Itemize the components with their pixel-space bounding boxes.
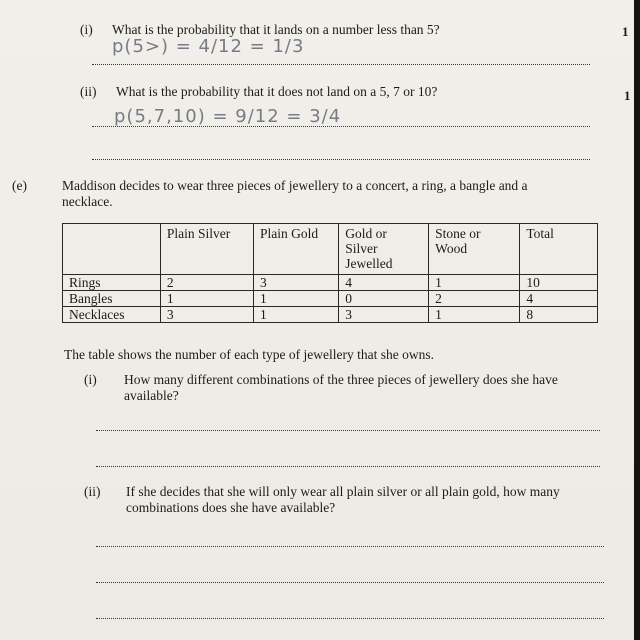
- question-d-i-text: What is the probability that it lands on a number less than 5?: [112, 22, 440, 37]
- table-cell: 3: [160, 307, 253, 323]
- question-d-i-mark: 1: [622, 24, 629, 39]
- answer-line: [96, 466, 600, 467]
- table-cell: 4: [339, 275, 429, 291]
- question-e-i-line1: How many different combinations of the three pieces of jewellery does she have: [124, 372, 558, 387]
- question-d-ii-number: (ii): [80, 84, 97, 99]
- table-header-cell: Gold or Silver Jewelled: [339, 224, 429, 275]
- table-cell: 1: [254, 307, 339, 323]
- answer-line: [96, 430, 600, 431]
- table-cell: 1: [160, 291, 253, 307]
- table-header-cell: Plain Silver: [160, 224, 253, 275]
- question-e-i-number: (i): [84, 372, 97, 387]
- table-cell: 2: [160, 275, 253, 291]
- table-cell: 2: [429, 291, 520, 307]
- answer-line: [92, 64, 590, 65]
- page-edge-shadow: [634, 0, 640, 640]
- table-cell: Rings: [63, 275, 161, 291]
- question-e-ii-line2: combinations does she have available?: [126, 500, 336, 515]
- table-cell: 1: [254, 291, 339, 307]
- question-e-line1: Maddison decides to wear three pieces of jewellery to a concert, a ring, a bangle and a: [62, 178, 528, 193]
- answer-line: [92, 159, 590, 160]
- question-e-ii-line1: If she decides that she will only wear all plain silver or all plain gold, how many: [126, 484, 560, 499]
- question-e-ii-number: (ii): [84, 484, 101, 499]
- table-cell: 0: [339, 291, 429, 307]
- answer-line: [92, 126, 590, 127]
- table-cell: 1: [429, 307, 520, 323]
- table-cell: Necklaces: [63, 307, 161, 323]
- table-cell: 8: [520, 307, 598, 323]
- question-e-number: (e): [12, 178, 27, 193]
- table-cell: 3: [339, 307, 429, 323]
- handwritten-answer-d-ii: p(5,7,10) = 9/12 = 3/4: [114, 106, 342, 127]
- table-cell: 4: [520, 291, 598, 307]
- table-cell: 1: [429, 275, 520, 291]
- jewellery-table: [62, 223, 598, 323]
- table-header-cell: Total: [520, 224, 598, 275]
- table-row: [63, 291, 598, 307]
- question-d-ii-text: What is the probability that it does not land on a 5, 7 or 10?: [116, 84, 438, 99]
- answer-line: [96, 582, 604, 583]
- handwritten-answer-d-i: p(5>) = 4/12 = 1/3: [112, 36, 305, 57]
- table-header-cell: Plain Gold: [254, 224, 339, 275]
- table-row: [63, 307, 598, 323]
- table-cell: 10: [520, 275, 598, 291]
- answer-line: [96, 546, 604, 547]
- question-e-line2: necklace.: [62, 194, 113, 209]
- table-row: [63, 275, 598, 291]
- table-header-cell: Stone or Wood: [429, 224, 520, 275]
- table-header-cell: [63, 224, 161, 275]
- question-e-i-line2: available?: [124, 388, 179, 403]
- question-d-i-number: (i): [80, 22, 93, 37]
- table-cell: Bangles: [63, 291, 161, 307]
- question-d-ii-mark: 1: [624, 88, 631, 103]
- table-cell: 3: [254, 275, 339, 291]
- answer-line: [96, 618, 604, 619]
- table-caption: The table shows the number of each type of jewellery that she owns.: [64, 347, 435, 362]
- table-header-row: [63, 224, 598, 275]
